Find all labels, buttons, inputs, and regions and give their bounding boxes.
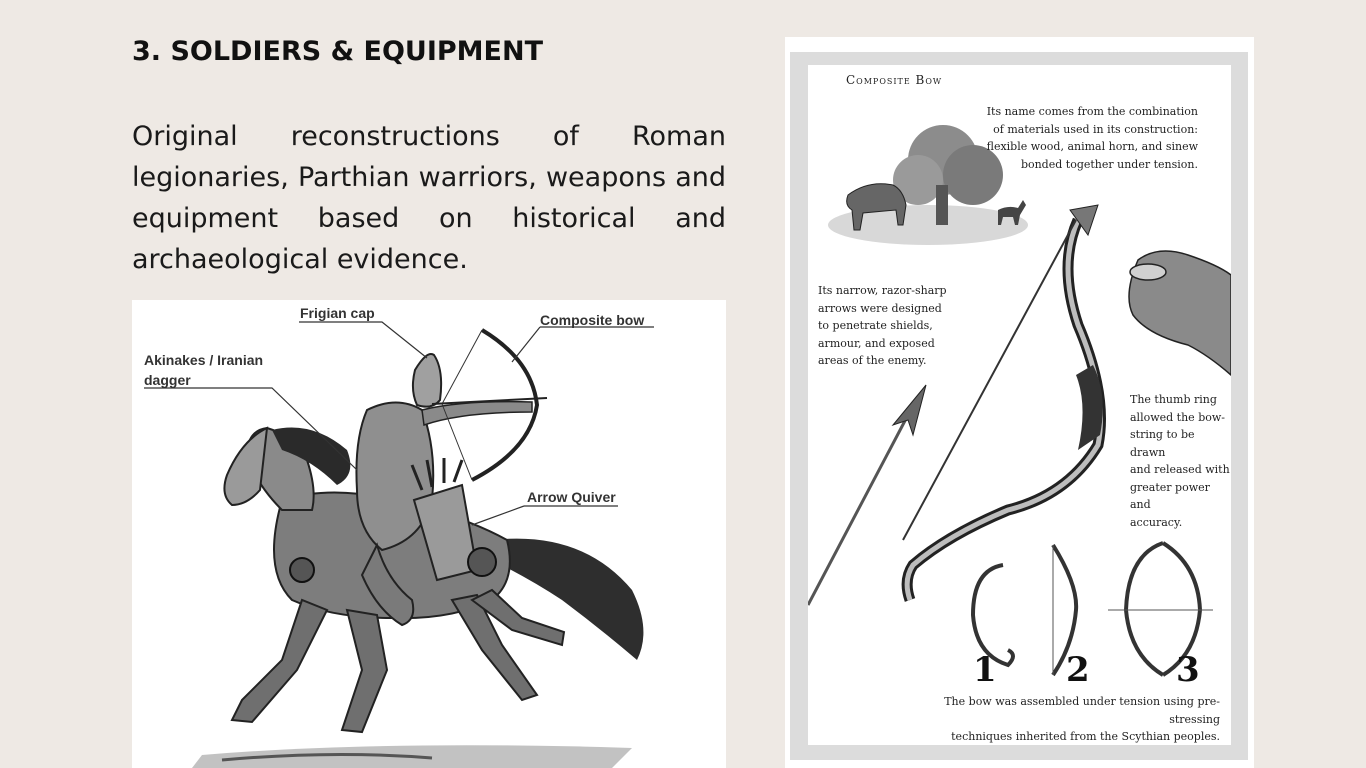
note-line: arrows were designed <box>818 301 942 315</box>
label-frigian-cap: Frigian cap <box>300 305 375 321</box>
note-line: armour, and exposed <box>818 336 935 350</box>
plate-heading: Composite Bow <box>846 73 943 87</box>
note-line: The thumb ring <box>1130 393 1217 406</box>
note-tension <box>908 693 1220 745</box>
label-dagger-line1: Akinakes / Iranian <box>144 352 264 368</box>
stage-number-2: 2 <box>1066 650 1090 690</box>
plate-page <box>808 65 1231 745</box>
section-intro: Original reconstructions of Roman legionaries, Parthian warriors, weapons and equipment based on historical and archaeological evidence. <box>132 121 726 275</box>
note-line: Its narrow, razor-sharp <box>818 284 947 297</box>
note-thumb-ring <box>1130 391 1231 531</box>
horse-archer-drawing <box>132 300 726 768</box>
note-line: to penetrate shields, <box>818 319 933 332</box>
note-line: of materials used in its construction: <box>993 122 1198 136</box>
composite-bow-plate <box>785 37 1254 768</box>
note-line: accuracy. <box>1130 515 1183 529</box>
plate-mat <box>790 52 1248 760</box>
note-line: allowed the bow- <box>1130 410 1225 424</box>
label-dagger-line2: dagger <box>144 372 191 388</box>
note-line: greater power and <box>1130 480 1210 511</box>
note-line: string to be drawn <box>1130 428 1195 459</box>
label-composite-bow: Composite bow <box>540 312 645 328</box>
note-line: areas of the enemy. <box>818 354 927 367</box>
note-arrows <box>818 282 947 370</box>
stage-number-3: 3 <box>1176 650 1200 690</box>
horse-archer-illustration <box>132 300 726 768</box>
note-line: and released with <box>1130 463 1230 476</box>
note-line: flexible wood, animal horn, and sinew <box>986 140 1198 153</box>
label-arrow-quiver: Arrow Quiver <box>527 489 616 505</box>
note-line: Its name comes from the combination <box>986 105 1198 118</box>
section-title: 3. SOLDIERS & EQUIPMENT <box>132 36 544 67</box>
note-line: techniques inherited from the Scythian peoples. <box>951 730 1220 743</box>
note-bow-name <box>983 103 1198 173</box>
stage-number-1: 1 <box>973 650 997 690</box>
note-line: The bow was assembled under tension using pre-stressing <box>944 695 1220 726</box>
note-line: bonded together under tension. <box>1020 157 1198 171</box>
